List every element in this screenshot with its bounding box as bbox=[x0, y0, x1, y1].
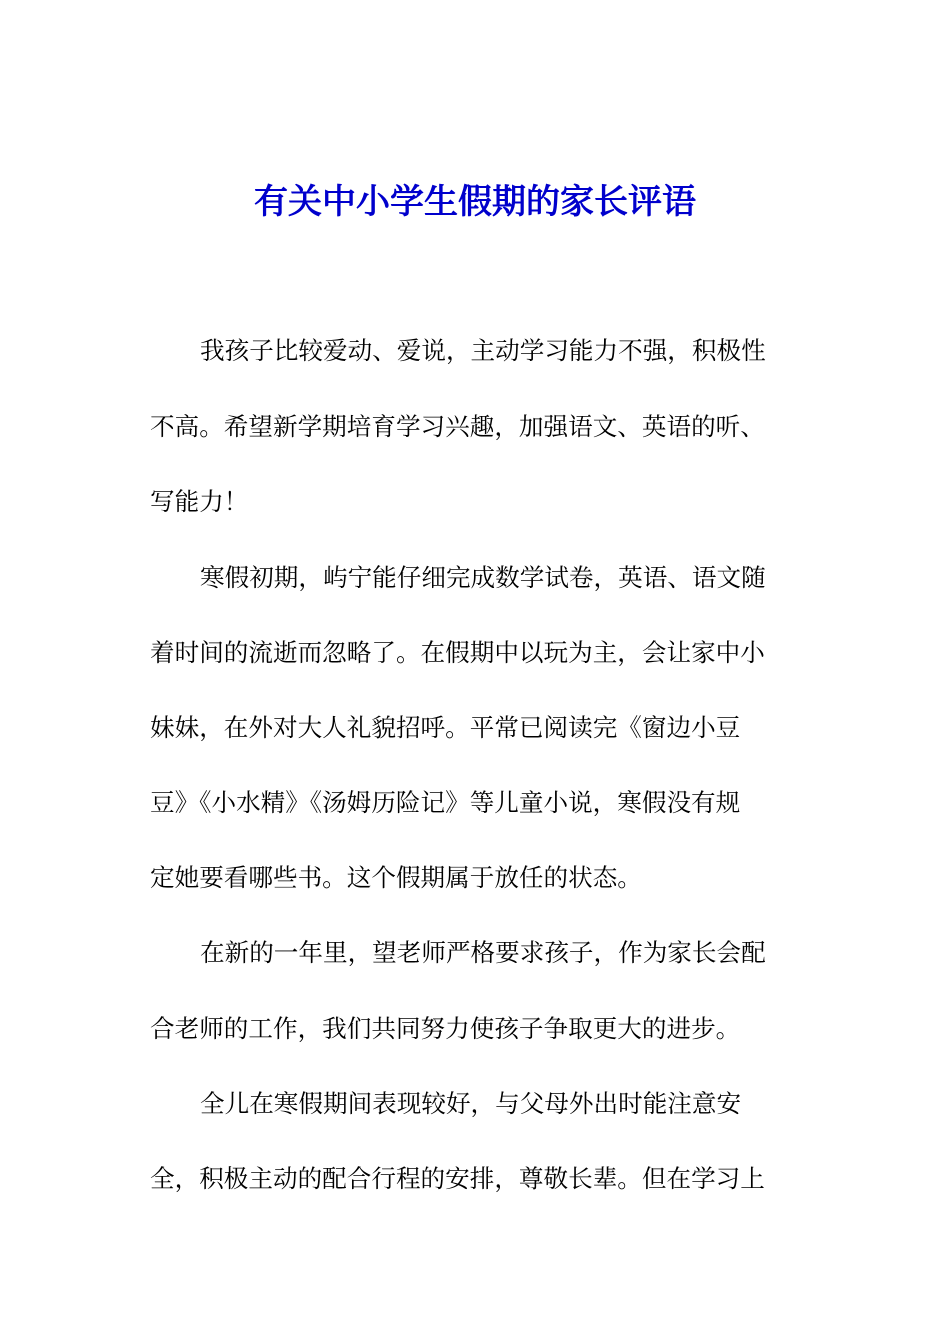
paragraph-line: 着时间的流逝而忽略了。在假期中以玩为主，会让家中小 bbox=[150, 638, 765, 667]
paragraph-line: 合老师的工作，我们共同努力使孩子争取更大的进步。 bbox=[150, 1014, 741, 1043]
paragraph-line: 定她要看哪些书。这个假期属于放任的状态。 bbox=[150, 863, 642, 892]
paragraph-line: 豆》《小水精》《汤姆历险记》等儿童小说，寒假没有规 bbox=[150, 788, 741, 817]
paragraph-line: 我孩子比较爱动、爱说，主动学习能力不强，积极性 bbox=[200, 336, 766, 365]
page-title: 有关中小学生假期的家长评语 bbox=[254, 182, 696, 222]
paragraph-line: 寒假初期，屿宁能仔细完成数学试卷，英语、语文随 bbox=[200, 563, 766, 592]
paragraph-line: 在新的一年里，望老师严格要求孩子，作为家长会配 bbox=[200, 938, 766, 967]
paragraph-line: 全，积极主动的配合行程的安排，尊敬长辈。但在学习上 bbox=[150, 1164, 765, 1193]
paragraph-line: 写能力！ bbox=[150, 487, 249, 516]
paragraph-line: 全儿在寒假期间表现较好，与父母外出时能注意安 bbox=[200, 1089, 742, 1118]
paragraph-line: 妹妹，在外对大人礼貌招呼。平常已阅读完《窗边小豆 bbox=[150, 713, 741, 742]
paragraph-line: 不高。希望新学期培育学习兴趣，加强语文、英语的听、 bbox=[150, 412, 765, 441]
